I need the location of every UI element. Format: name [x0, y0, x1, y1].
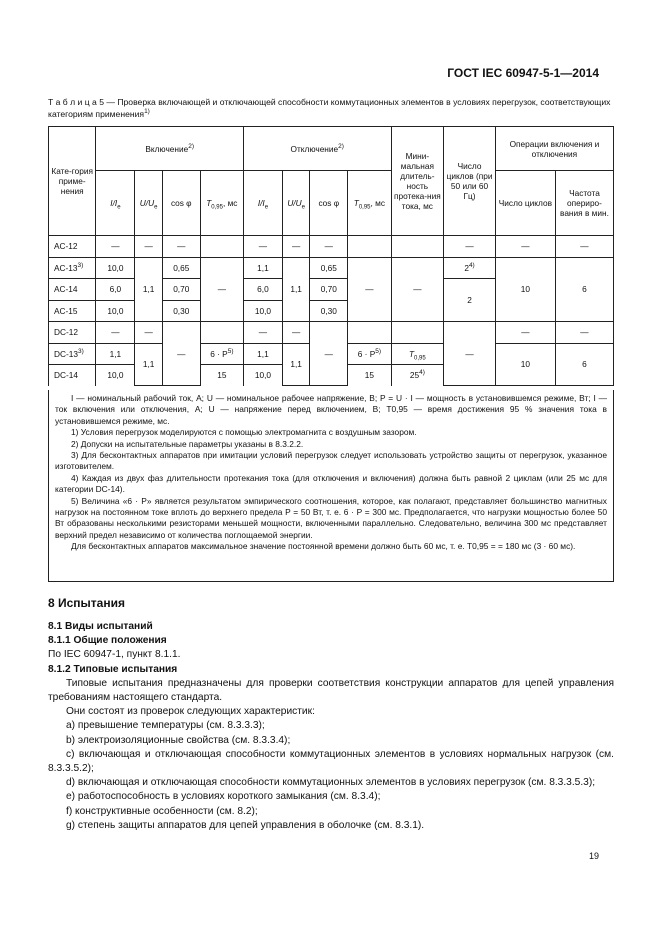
standard-header: ГОСТ IEC 60947-5-1—2014 — [447, 66, 599, 80]
page-number: 19 — [588, 851, 599, 861]
note-5: 5) Величина «6 · P» является результатом эмпирического соотношения, которое, как полагают, представляет большинство магнитных нагрузок на постоянном токе вплоть до верхнего предела P = 50 Вт, т. е. 6 · P = 300 мс. Предполагается, что нагрузки мощностью более 50 Вт образованы несколькими резисторами меньшей мощности, включенными параллельно. Следовательно, величина 300 мс представляет верхний предел независимо от количества поглощаемой энергии. — [55, 495, 607, 540]
note-3: 3) Для бесконтактных аппаратов при имитации условий перегрузок следует использовать устройство защиты от перегрузок, указанное изготовителем. — [55, 450, 607, 472]
th-category: Кате-гория приме-нения — [49, 127, 96, 236]
table-row: AC-13$^{3)}$ 10,0 1,1 0,65 — 1,1 1,1 0,65 — — 2$^{4)}$ 10 6 — [49, 257, 614, 279]
list-item: e) работоспособность в условиях короткого замыкания (см. 8.3.4); — [66, 791, 381, 803]
table-caption — [48, 96, 618, 120]
th-off-ratio: $I/I_e$ — [243, 171, 282, 236]
caption-ref: 1) — [144, 108, 150, 116]
th-on: Включение$^{2)}$ — [96, 127, 244, 171]
list-item: a) превышение температуры (см. 8.3.3.3); — [66, 720, 265, 732]
note-4: 4) Каждая из двух фаз длительности протекания тока (для отключения и включения) должна быть равной 2 циклам (или 25 мс для категории DC-14). — [55, 472, 607, 495]
list-item: f) конструктивные особенности (см. 8.2); — [66, 805, 258, 817]
th-off-cos: cos φ — [310, 171, 348, 236]
th-ops-count: Число циклов — [495, 171, 555, 236]
table-row: AC-15 10,0 0,30 10,0 0,30 — [49, 300, 614, 322]
table-row: DC-12 — — — — — — — — — — [49, 322, 614, 344]
table-row: DC-14 10,0 15 10,0 15 25$^{4)}$ — [49, 365, 614, 386]
text-8-1-1: По IEC 60947-1, пункт 8.1.1. — [48, 649, 181, 661]
table-row: DC-13$^{3)}$ 1,1 1,1 $6 \cdot P^{5)}$ 1,1 1,1 $6 \cdot P^{5)}$ $T_{0,95}$ 10 6 — [49, 343, 614, 365]
table-row: AC-12 — — — — — — — — — — [49, 236, 614, 258]
list-item: d) включающая и отключающая способности коммутационных элементов в условиях перегрузок (см. 8.3.3.5.3); — [66, 777, 596, 789]
note-2: 2) Допуски на испытательные параметры указаны в 8.3.2.2. — [71, 438, 304, 449]
note-definitions: I — номинальный рабочий ток, А; U — номинальное рабочее напряжение, В; P = U · I — мощность в установившемся режиме, Вт; I — ток включения или отключения, А; U — напряжение перед включением, В; T0,95 — время достижения 95 % значения тока в установившемся режиме, мс. — [55, 393, 607, 426]
table-notes — [48, 390, 614, 582]
section-title: 8 Испытания — [48, 596, 125, 610]
note-1: 1) Условия перегрузок моделируются с помощью электромагнита с воздушным зазором. — [71, 427, 417, 438]
note-6: Для бесконтактных аппаратов максимальное значение постоянной времени должно быть 60 мс, т. е. T0,95 = = 180 мс (3 · 60 мс). — [71, 541, 576, 552]
th-ops: Операции включения и отключения — [495, 127, 613, 171]
list-item: g) степень защиты аппаратов для цепей управления в оболочке (см. 8.3.1). — [66, 819, 425, 831]
caption-text: 5 — Проверка включающей и отключающей способности коммутационных элементов в условиях перегрузок, соответствующих категориям применения — [48, 97, 611, 119]
subsection-8-1: 8.1 Виды испытаний — [48, 621, 153, 632]
th-on-u: $U/U_e$ — [135, 171, 162, 236]
th-on-ratio: $I/I_e$ — [96, 171, 135, 236]
th-on-cos: cos φ — [162, 171, 200, 236]
th-off-t: $T_{0,95}$, мс — [348, 171, 391, 236]
th-off: Отключение$^{2)}$ — [243, 127, 391, 171]
th-min-duration: Мини-мальная длитель-ность протека-ния тока, мс — [391, 127, 444, 236]
caption-label: Т а б л и ц а — [48, 97, 97, 107]
section-body — [48, 596, 614, 833]
th-ops-freq: Частота опериро-вания в мин. — [555, 171, 613, 236]
paragraph: Типовые испытания предназначены для проверки соответствия конструкции аппаратов для цепей управления требованиям настоящего стандарта. — [48, 677, 614, 704]
th-cycles: Число циклов (при 50 или 60 Гц) — [444, 127, 496, 236]
table-row: AC-14 6,0 0,70 6,0 0,70 2 — [49, 279, 614, 301]
subsection-8-1-2: 8.1.2 Типовые испытания — [48, 663, 178, 675]
th-on-t: $T_{0,95}$, мс — [200, 171, 243, 236]
list-item: c) включающая и отключающая способности коммутационных элементов в условиях нормальных нагрузок (см. 8.3.3.5.2); — [48, 748, 614, 775]
overload-table — [48, 126, 614, 386]
th-off-u: $U/U_e$ — [282, 171, 309, 236]
subsection-8-1-1: 8.1.1 Общие положения — [48, 635, 167, 647]
list-item: b) электроизоляционные свойства (см. 8.3.3.4); — [66, 734, 291, 746]
paragraph: Они состоят из проверок следующих характеристик: — [66, 706, 315, 718]
